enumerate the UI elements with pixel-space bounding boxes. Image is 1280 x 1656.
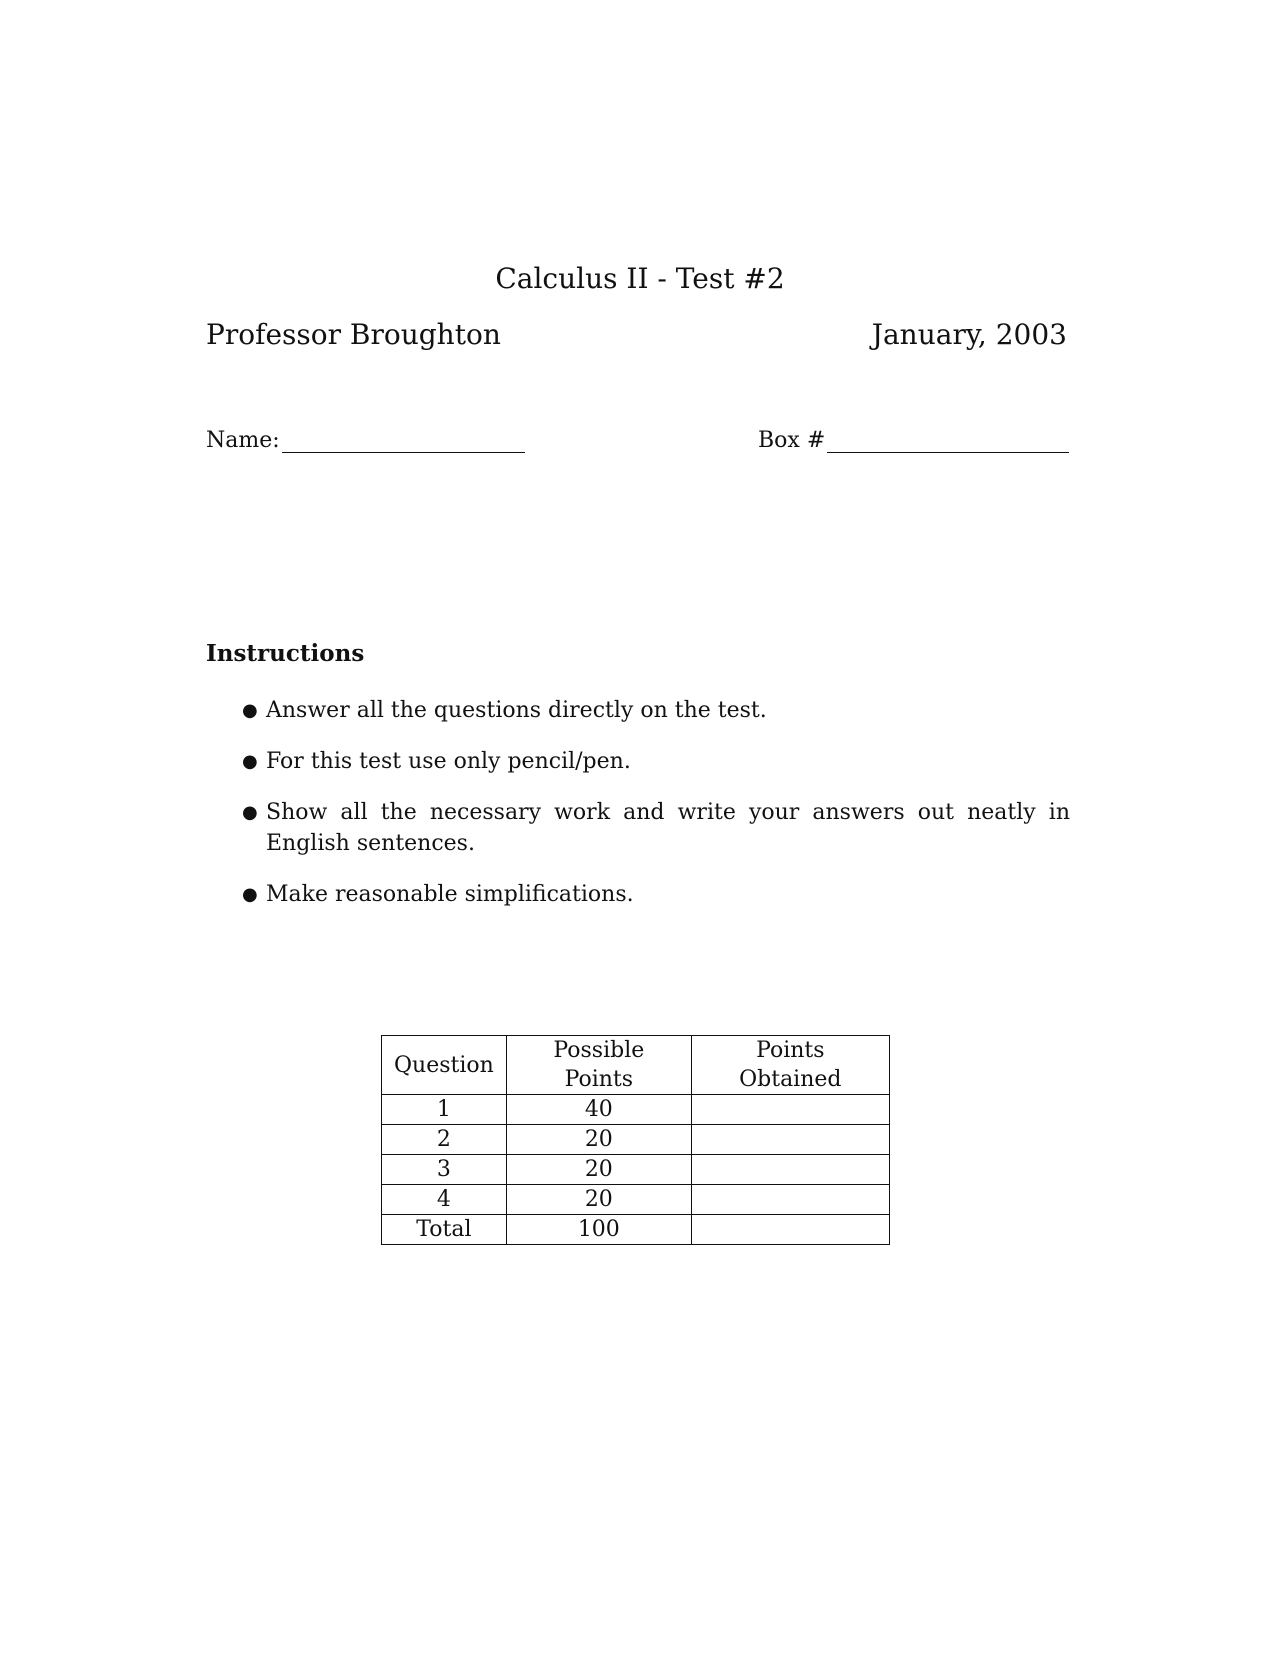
points-obtained-cell[interactable] bbox=[691, 1095, 889, 1125]
possible-points-cell: 20 bbox=[506, 1125, 691, 1155]
bullet-icon: ● bbox=[242, 884, 258, 905]
instruction-text: Show all the necessary work and write your answers out neatly in English sentences. bbox=[266, 800, 1070, 856]
points-obtained-cell[interactable] bbox=[691, 1155, 889, 1185]
score-table bbox=[381, 1035, 890, 1245]
possible-points-cell: 40 bbox=[506, 1095, 691, 1125]
instruction-text: Make reasonable simplifications. bbox=[266, 882, 634, 907]
instruction-text: For this test use only pencil/pen. bbox=[266, 749, 631, 774]
name-blank-line[interactable] bbox=[282, 430, 525, 453]
total-label-cell: Total bbox=[382, 1215, 507, 1245]
test-date: January, 2003 bbox=[871, 318, 1067, 351]
list-item bbox=[206, 695, 1070, 726]
page-title: Calculus II - Test #2 bbox=[495, 262, 785, 295]
table-row bbox=[382, 1125, 890, 1155]
name-field[interactable] bbox=[206, 428, 525, 453]
column-header-points-obtained: Points Obtained bbox=[691, 1036, 889, 1095]
instructions-list bbox=[206, 695, 1070, 930]
table-header-row bbox=[382, 1036, 890, 1095]
column-header-possible-points: Possible Points bbox=[506, 1036, 691, 1095]
name-label: Name: bbox=[206, 428, 280, 453]
table-row bbox=[382, 1185, 890, 1215]
table-row bbox=[382, 1155, 890, 1185]
bullet-icon: ● bbox=[242, 751, 258, 772]
box-number-label: Box # bbox=[758, 428, 826, 453]
question-cell: 2 bbox=[382, 1125, 507, 1155]
question-cell: 3 bbox=[382, 1155, 507, 1185]
bullet-icon: ● bbox=[242, 700, 258, 721]
instructions-heading: Instructions bbox=[206, 640, 365, 667]
question-cell: 1 bbox=[382, 1095, 507, 1125]
table-row bbox=[382, 1095, 890, 1125]
bullet-icon: ● bbox=[242, 802, 258, 823]
total-possible-points-cell: 100 bbox=[506, 1215, 691, 1245]
column-header-question: Question bbox=[382, 1036, 507, 1095]
box-number-blank-line[interactable] bbox=[827, 430, 1069, 453]
possible-points-cell: 20 bbox=[506, 1155, 691, 1185]
total-points-obtained-cell[interactable] bbox=[691, 1215, 889, 1245]
points-obtained-cell[interactable] bbox=[691, 1125, 889, 1155]
list-item bbox=[206, 797, 1070, 859]
question-cell: 4 bbox=[382, 1185, 507, 1215]
table-total-row bbox=[382, 1215, 890, 1245]
instruction-text: Answer all the questions directly on the test. bbox=[266, 698, 767, 723]
list-item bbox=[206, 879, 1070, 910]
possible-points-cell: 20 bbox=[506, 1185, 691, 1215]
points-obtained-cell[interactable] bbox=[691, 1185, 889, 1215]
professor-name: Professor Broughton bbox=[206, 318, 501, 351]
box-number-field[interactable] bbox=[758, 428, 1069, 453]
list-item bbox=[206, 746, 1070, 777]
